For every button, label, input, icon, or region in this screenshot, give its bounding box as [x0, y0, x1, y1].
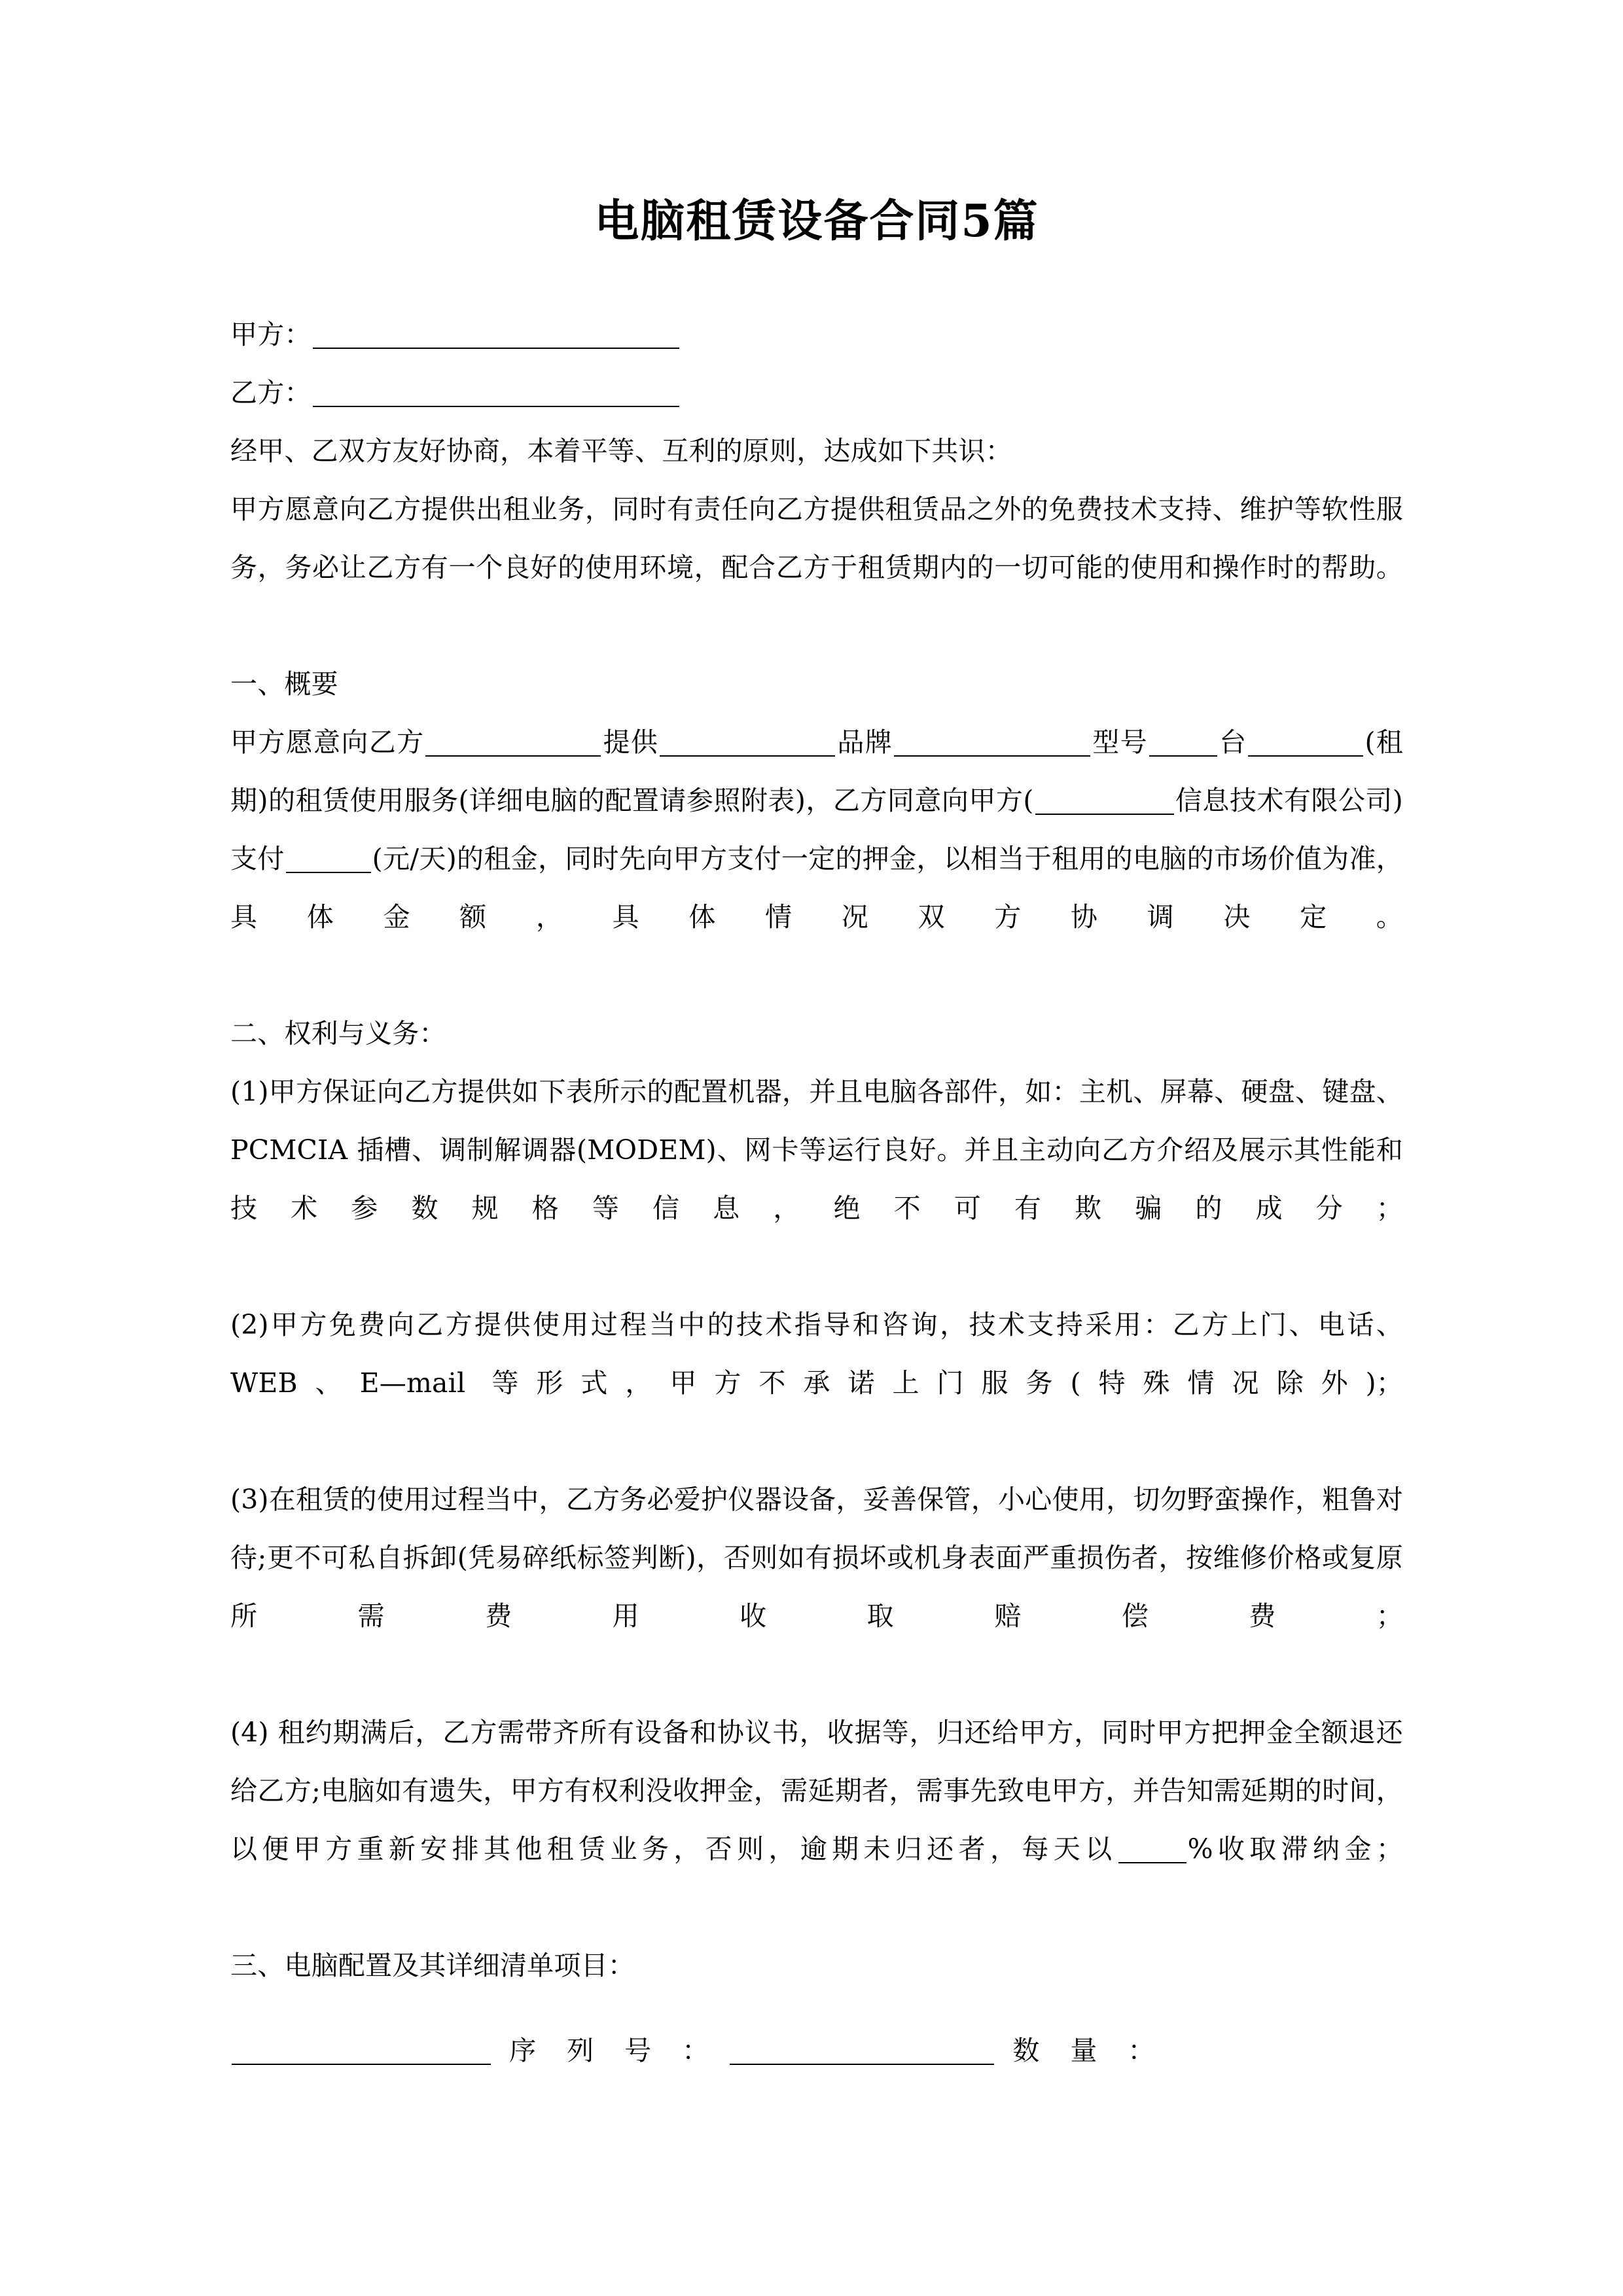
section-one-seg10: 支付一定的押金，以相当于租用的电脑的市场价值为准，具体金额，具体情况双方协调决定。: [230, 843, 1403, 933]
section-one-seg8: 信息技术有限公司)支付: [230, 785, 1403, 874]
section-three-heading: 三、电脑配置及其详细清单项目：: [230, 1950, 635, 1981]
section-one-seg4: 型号: [1092, 726, 1148, 758]
blank-model[interactable]: [894, 728, 1090, 757]
document-body: [230, 306, 1403, 2080]
blank-item-name[interactable]: [232, 2037, 491, 2065]
clause-4-seg1: (4) 租约期满后，乙方需带齐所有设备和协议书，收据等，归还给甲方，同时甲方把押金全额退还给乙方;电脑如有遗失，甲方有权利没收押金，需延期者，需事先致电甲方，并告知需延期的时间，以便甲方重新安排其他租赁业务，否则，逾期未归还者，每天以: [230, 1717, 1403, 1865]
section-one-seg7: 向甲方(: [941, 785, 1034, 816]
blank-term[interactable]: [1248, 728, 1363, 757]
quantity-label: 数 量 ：: [1012, 2035, 1166, 2066]
blank-company[interactable]: [1035, 787, 1174, 815]
intro-paragraph: 甲方愿意向乙方提供出租业务，同时有责任向乙方提供租赁品之外的免费技术支持、维护等软性服务，务必让乙方有一个良好的使用环境，配合乙方于租赁期内的一切可能的使用和操作时的帮助。: [230, 493, 1403, 583]
clause-3: (3)在租赁的使用过程当中，乙方务必爱护仪器设备，妥善保管，小心使用，切勿野蛮操作，粗鲁对待;更不可私自拆卸(凭易碎纸标签判断)，否则如有损坏或机身表面严重损伤者，按维修价格或复原所需费用收取赔偿费；: [230, 1484, 1403, 1632]
section-one-seg3: 品牌: [836, 726, 893, 758]
party-b-line: [230, 364, 1403, 422]
party-a-label: 甲方：: [230, 319, 312, 350]
serial-number-label: 序 列 号 ：: [509, 2035, 721, 2066]
section-one-seg1: 甲方愿意向乙方: [230, 726, 425, 758]
intro-line: 经甲、乙双方友好协商，本着平等、互利的原则，达成如下共识：: [230, 435, 1012, 467]
section-one-seg2: 提供: [602, 726, 659, 758]
config-table-row: [230, 2022, 1403, 2080]
blank-rental-name[interactable]: [425, 728, 601, 757]
page-title: 电脑租赁设备合同5篇: [594, 195, 1039, 247]
party-a-blank[interactable]: [313, 321, 679, 349]
blank-count[interactable]: [1149, 728, 1217, 757]
section-one-seg9: (元/天)的租金，同时先向甲方: [372, 843, 728, 874]
blank-serial-number[interactable]: [730, 2037, 994, 2065]
section-one-seg6: (租期)的租赁使用服务(详细电脑的配置请参照附表)，乙方同意: [230, 726, 1403, 816]
party-b-label: 乙方：: [230, 377, 312, 408]
document-content: [230, 0, 1403, 2107]
section-one-seg5: 台: [1218, 726, 1247, 758]
party-a-line: [230, 306, 1403, 364]
section-one-heading: 一、概要: [230, 668, 338, 700]
blank-brand[interactable]: [660, 728, 835, 757]
party-b-blank[interactable]: [313, 379, 679, 407]
blank-rent[interactable]: [286, 845, 371, 873]
clause-4: [230, 1704, 1403, 1937]
clause-2: (2)甲方免费向乙方提供使用过程当中的技术指导和咨询，技术支持采用：乙方上门、电话、WEB、E—mail 等形式，甲方不承诺上门服务(特殊情况除外)；: [230, 1309, 1403, 1399]
blank-late-fee-rate[interactable]: [1118, 1835, 1186, 1863]
section-two-heading: 二、权利与义务：: [230, 1018, 446, 1049]
clause-4-seg2: %收取滞纳金；: [1187, 1833, 1403, 1865]
clause-1: (1)甲方保证向乙方提供如下表所示的配置机器，并且电脑各部件，如：主机、屏幕、硬盘、键盘、PCMCIA 插槽、调制解调器(MODEM)、网卡等运行良好。并且主动向乙方介绍及展示其性能和技术参数规格等信息，绝不可有欺骗的成分；: [230, 1076, 1403, 1224]
section-one-body: [230, 713, 1403, 1005]
